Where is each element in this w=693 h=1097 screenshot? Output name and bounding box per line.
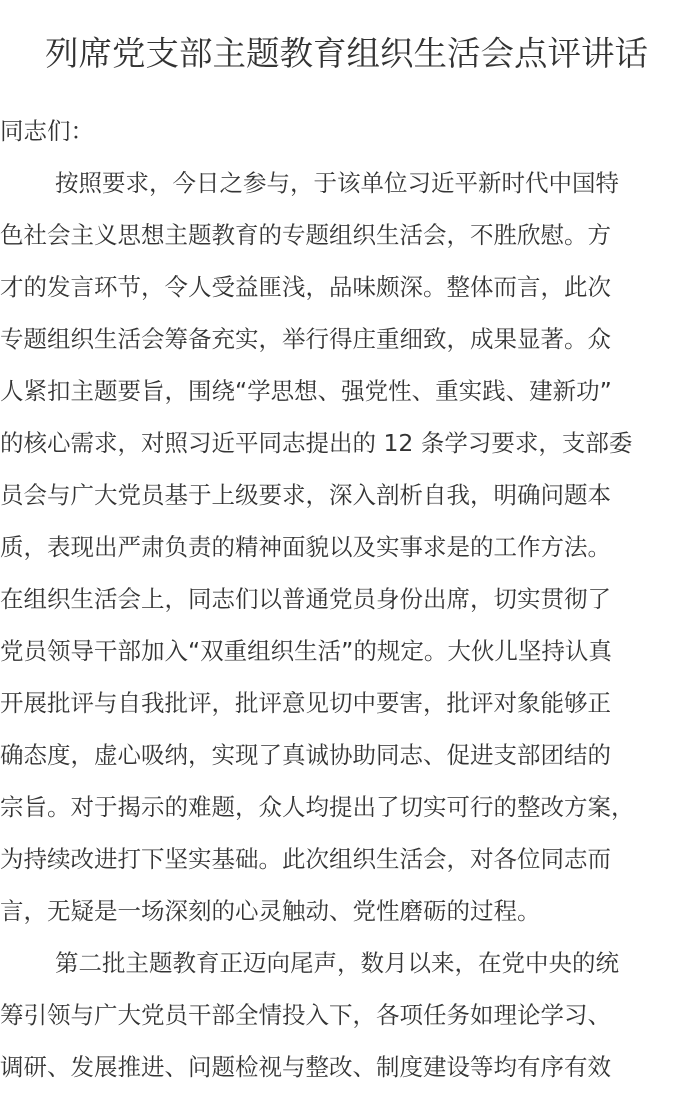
page-title: 列席党支部主题教育组织生活会点评讲话	[45, 34, 648, 73]
paragraph-line: 才的发言环节，令人受益匪浅，品味颇深。整体而言，此次	[0, 273, 611, 301]
paragraph-line: 色社会主义思想主题教育的专题组织生活会，不胜欣慰。方	[0, 221, 611, 249]
paragraph-2	[0, 937, 693, 1093]
paragraph-line: 调研、发展推进、问题检视与整改、制度建设等均有序有效	[0, 1053, 611, 1081]
paragraph-line: 人紧扣主题要旨，围绕“学思想、强党性、重实践、建新功”	[0, 377, 612, 405]
paragraph-line: 按照要求，今日之参与，于该单位习近平新时代中国特	[55, 169, 619, 197]
salutation: 同志们：	[0, 117, 94, 145]
paragraph-line: 确态度，虚心吸纳，实现了真诚协助同志、促进支部团结的	[0, 741, 611, 769]
paragraph-line: 专题组织生活会筹备充实，举行得庄重细致，成果显著。众	[0, 325, 611, 353]
paragraph-line: 的核心需求，对照习近平同志提出的 12 条学习要求，支部委	[0, 429, 633, 457]
paragraph-line: 言，无疑是一场深刻的心灵触动、党性磨砺的过程。	[0, 897, 541, 925]
paragraph-line: 宗旨。对于揭示的难题，众人均提出了切实可行的整改方案，	[0, 793, 635, 821]
document-body	[0, 105, 693, 1093]
paragraph-line: 开展批评与自我批评，批评意见切中要害，批评对象能够正	[0, 689, 611, 717]
paragraph-1	[0, 157, 693, 937]
paragraph-line: 为持续改进打下坚实基础。此次组织生活会，对各位同志而	[0, 845, 611, 873]
paragraph-line: 第二批主题教育正迈向尾声，数月以来，在党中央的统	[55, 949, 619, 977]
paragraph-line: 筹引领与广大党员干部全情投入下，各项任务如理论学习、	[0, 1001, 611, 1029]
paragraph-line: 员会与广大党员基于上级要求，深入剖析自我，明确问题本	[0, 481, 611, 509]
paragraph-line: 在组织生活会上，同志们以普通党员身份出席，切实贯彻了	[0, 585, 611, 613]
paragraph-line: 党员领导干部加入“双重组织生活”的规定。大伙儿坚持认真	[0, 637, 612, 665]
paragraph-line: 质，表现出严肃负责的精神面貌以及实事求是的工作方法。	[0, 533, 611, 561]
